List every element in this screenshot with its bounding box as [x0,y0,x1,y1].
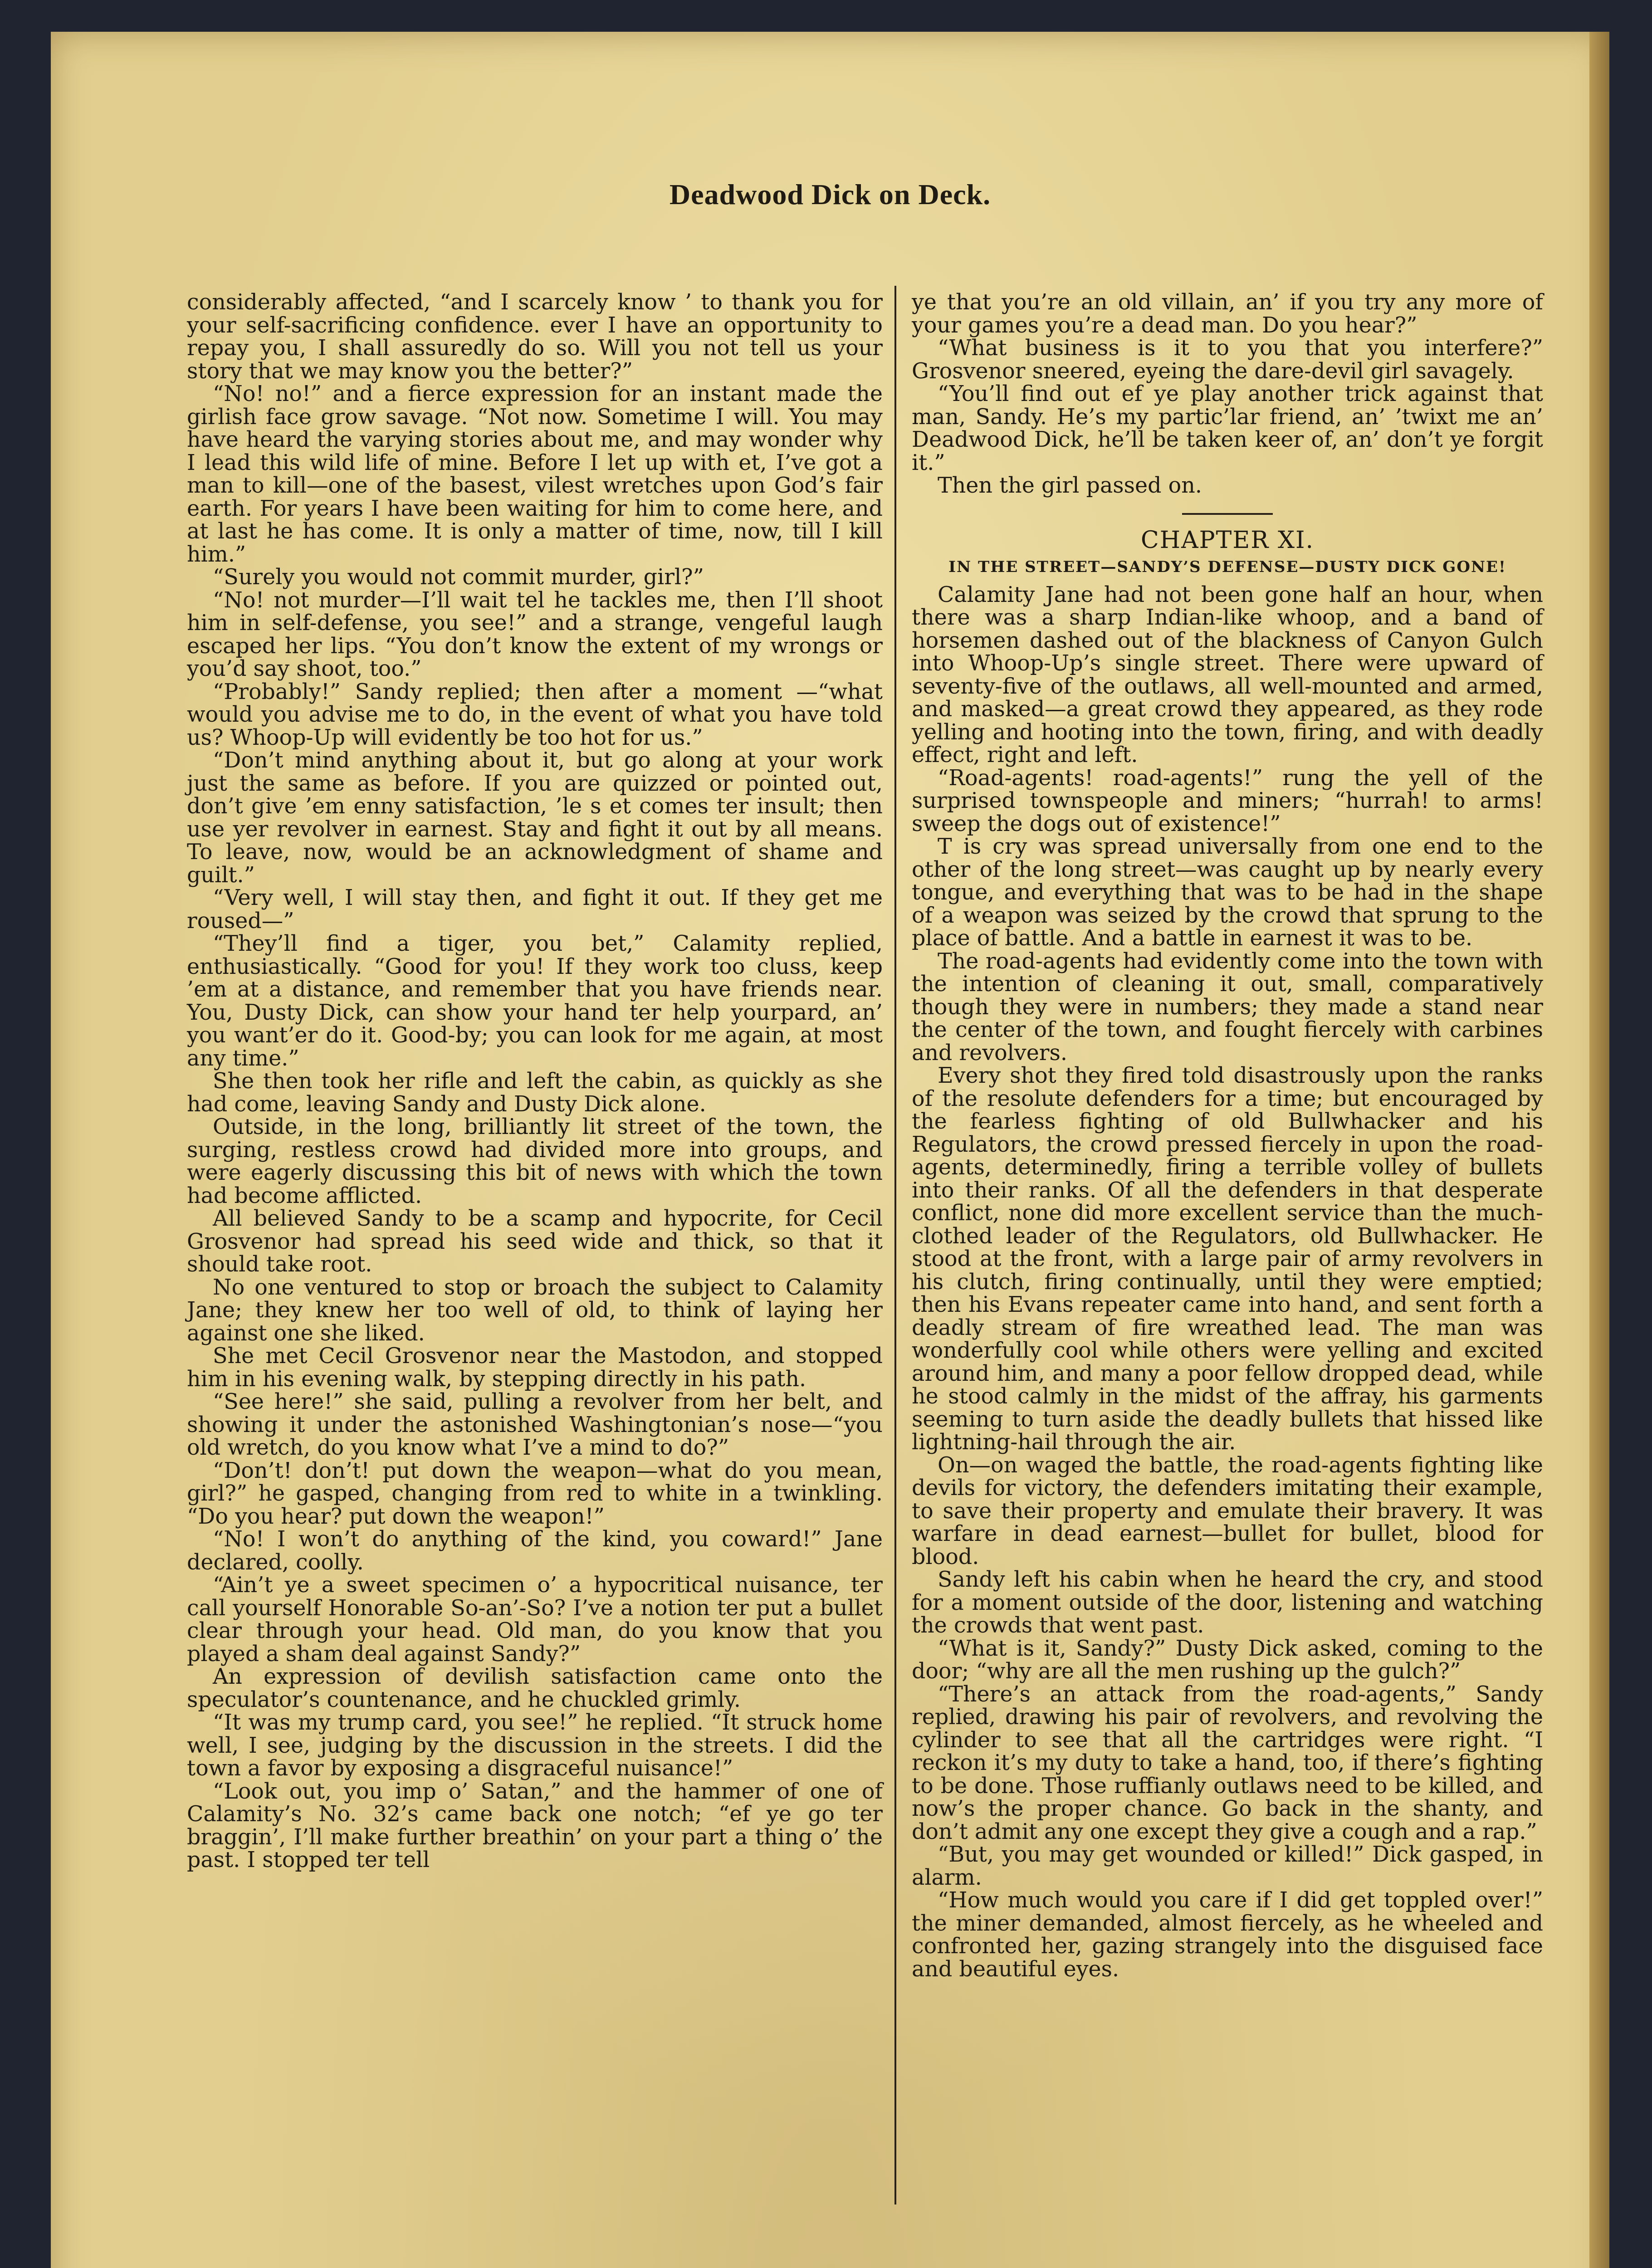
paragraph: “Surely you would not commit murder, girl?” [213,565,704,590]
chapter-title: CHAPTER XI. [1140,526,1315,554]
paragraph: “See here!” she said, pulling a revolver from her belt, and showing it under the astonished Washingtonian’s nose—“you old wretch, do you know what I’ve a mind to do?” [187,1389,883,1460]
paragraph: “No! I won’t do anything of the kind, you coward!” Jane declared, coolly. [187,1527,883,1575]
paragraph: ye that you’re an old villain, an’ if you try any more of your games you’re a dead man. Do you hear?” [912,290,1543,338]
section-rule [1182,513,1273,515]
paragraph: “Don’t! don’t! put down the weapon—what do you mean, girl?” he gasped, changing from red to white in a twinkling. “Do you hear? put down the weapon!” [187,1458,883,1529]
paragraph: “What business is it to you that you interfere?” Grosvenor sneered, eyeing the dare-devil girl savagely. [912,336,1543,384]
paragraph: “But, you may get wounded or killed!” Dick gasped, in alarm. [912,1842,1543,1890]
paragraph: “How much would you care if I did get toppled over!” the miner demanded, almost fiercely, as he wheeled and confronted her, gazing strangely into the disguised face and beautiful eyes. [912,1888,1543,1982]
paragraph: “There’s an attack from the road-agents,” Sandy replied, drawing his pair of revolvers, and revolving the cylinder to see that all the cartridges were right. “I reckon it’s my duty to take a hand, too, if there’s fighting to be done. Those ruffianly outlaws need to be killed, and now’s the proper chance. Go back in the shanty, and don’t admit any one except they give a cough and a rap.” [912,1681,1543,1844]
column-divider [894,286,896,2204]
paragraph: She then took her rifle and left the cabin, as quickly as she had come, leaving Sandy and Dusty Dick alone. [187,1069,883,1117]
paragraph: “Very well, I will stay then, and fight it out. If they get me roused—” [187,885,883,934]
paragraph: Every shot they fired told disastrously upon the ranks of the resolute defenders for a time; but encouraged by the fearless fighting of old Bullwhacker and his Regulators, the crowd pressed fiercely in upon the road-agents, determinedly, firing a terrible volley of bullets into their ranks. Of all the defenders in that desperate conflict, none did more excellent service than the much-clothed leader of the Regulators, old Bullwhacker. He stood at the front, with a large pair of army revolvers in his clutch, firing continually, until they were emptied; then his Evans repeater came into hand, and sent forth a deadly stream of fire wreathed lead. The man was wonderfully cool while others were yelling and excited around him, and many a poor fellow dropped dead, while he stood calmly in the midst of the affray, his garments seeming to turn aside the deadly bullets that hissed like lightning-hail through the air. [912,1063,1543,1455]
paragraph: “They’ll find a tiger, you bet,” Calamity replied, enthusiastically. “Good for you! If they work too cluss, keep ’em at a distance, and remember that you have friends near. You, Dusty Dick, can show your hand ter help yourpard, an’ you want’er do it. Good-by; you can look for me again, at most any time.” [187,931,883,1071]
paragraph: “What is it, Sandy?” Dusty Dick asked, coming to the door; “why are all the men rushing up the gulch?” [912,1636,1543,1684]
paragraph: The road-agents had evidently come into the town with the intention of cleaning it out, small, comparatively though they were in numbers; they made a stand near the center of the town, and fought fiercely with carbines and revolvers. [912,948,1543,1066]
paragraph: Then the girl passed on. [938,473,1202,498]
paragraph: On—on waged the battle, the road-agents fighting like devils for victory, the defenders imitating their example, to save their property and emulate their bravery. It was warfare in dead earnest—bullet for bullet, blood for blood. [912,1452,1543,1569]
paragraph: She met Cecil Grosvenor near the Mastodon, and stopped him in his evening walk, by stepping directly in his path. [187,1344,883,1392]
book-page [51,32,1609,2268]
paragraph: “You’ll find out ef ye play another trick against that man, Sandy. He’s my partic’lar friend, an’ ’twixt me an’ Deadwood Dick, he’ll be taken keer of, an’ don’t ye forgit it.” [912,381,1543,475]
paragraph: An expression of devilish satisfaction came onto the speculator’s countenance, and he chuckled grimly. [187,1664,883,1712]
paragraph: All believed Sandy to be a scamp and hypocrite, for Cecil Grosvenor had spread his seed wide and thick, so that it should take root. [187,1206,883,1277]
paragraph: Outside, in the long, brilliantly lit street of the town, the surging, restless crowd had divided more into groups, and were eagerly discussing this bit of news with which the town had become afflicted. [187,1114,883,1208]
paragraph: “No! no!” and a fierce expression for an instant made the girlish face grow savage. “Not now. Sometime I will. You may have heard the varying stories about me, and may wonder why I lead this wild life of mine. Before I let up with et, I’ve got a man to kill—one of the basest, vilest wretches upon God’s fair earth. For years I have been waiting for him to come here, and at last he has come. It is only a matter of time, now, till I kill him.” [187,381,883,567]
paragraph: “No! not murder—I’ll wait tel he tackles me, then I’ll shoot him in self-defense, you see!” and a strange, vengeful laugh escaped her lips. “You don’t know the extent of my wrongs or you’d say shoot, too.” [187,587,883,681]
paragraph: T is cry was spread universally from one end to the other of the long street—was caught up by nearly every tongue, and everything that was to be had in the shape of a weapon was seized by the crowd that sprung to the place of battle. And a battle in earnest it was to be. [912,834,1543,951]
paragraph: “It was my trump card, you see!” he replied. “It struck home well, I see, judging by the discussion in the streets. I did the town a favor by exposing a disgraceful nuisance!” [187,1710,883,1781]
paragraph: No one ventured to stop or broach the subject to Calamity Jane; they knew her too well of old, to think of laying her against one she liked. [187,1275,883,1346]
paragraph: “Road-agents! road-agents!” rung the yell of the surprised townspeople and miners; “hurrah! to arms! sweep the dogs out of existence!” [912,765,1543,836]
paragraph: “Ain’t ye a sweet specimen o’ a hypocritical nuisance, ter call yourself Honorable So-an’-So? I’ve a notion ter put a bullet clear through your head. Old man, do you know that you played a sham deal against Sandy?” [187,1573,883,1667]
paragraph: “Don’t mind anything about it, but go along at your work just the same as before. If you are quizzed or pointed out, don’t give ’em enny satisfaction, ’le s et comes ter insult; then use yer revolver in earnest. Stay and fight it out by all means. To leave, now, would be an acknowledgment of shame and guilt.” [187,748,883,888]
paragraph: “Probably!” Sandy replied; then after a moment —“what would you advise me to do, in the event of what you have told us? Whoop-Up will evidently be too hot for us.” [187,679,883,750]
paragraph: Calamity Jane had not been gone half an hour, when there was a sharp Indian-like whoop, and a band of horsemen dashed out of the blackness of Canyon Gulch into Whoop-Up’s single street. There were upward of seventy-five of the outlaws, all well-mounted and armed, and masked—a great crowd they appeared, as they rode yelling and hooting into the town, firing, and with deadly effect, right and left. [912,582,1543,767]
paragraph: considerably affected, “and I scarcely know ’ to thank you for your self-sacrificing confidence. ever I have an opportunity to repay you, I shall assuredly do so. Will you not tell us your story that we may know you the better?” [187,290,883,384]
page-binding-edge [1589,32,1609,2268]
right-column [912,291,1543,1981]
paragraph: “Look out, you imp o’ Satan,” and the hammer of one of Calamity’s No. 32’s came back one notch; “ef ye go ter braggin’, I’ll make further breathin’ on your part a thing o’ the past. I stopped ter tell [187,1779,883,1872]
paragraph: Sandy left his cabin when he heard the cry, and stood for a moment outside of the door, listening and watching the crowds that went past. [912,1567,1543,1638]
running-head: Deadwood Dick on Deck. [669,178,991,210]
left-column [187,291,883,1872]
chapter-subtitle: IN THE STREET—SANDY’S DEFENSE—DUSTY DICK GONE! [948,557,1506,576]
